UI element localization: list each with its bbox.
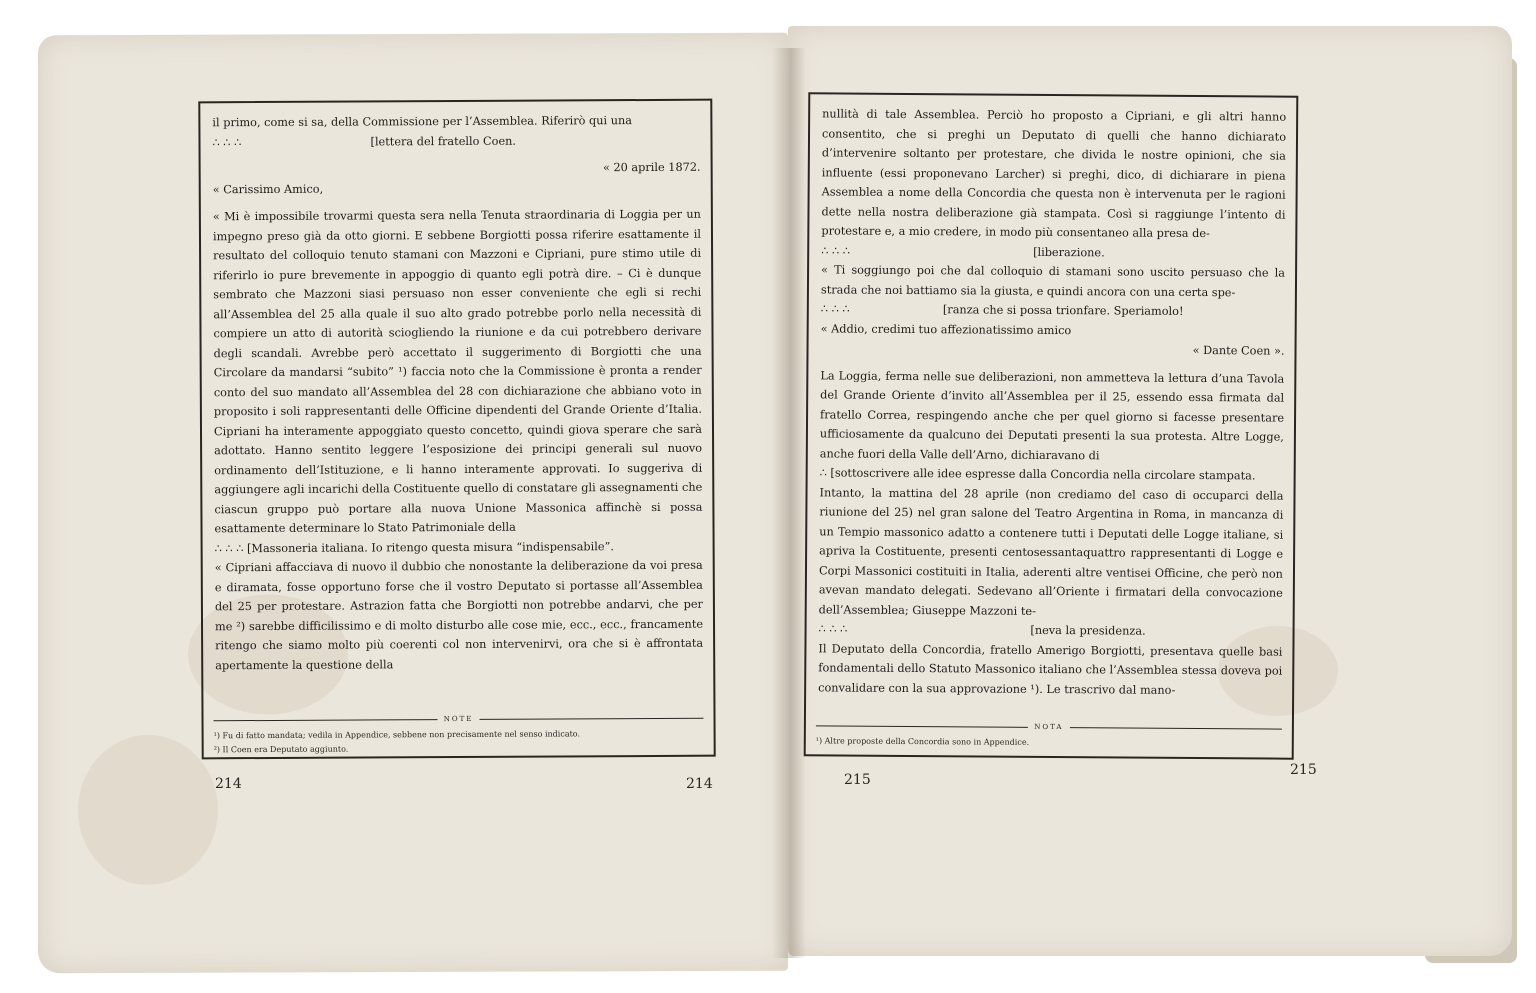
paper-stain bbox=[78, 735, 218, 885]
text-line: ∴ ∴ ∴ [neva la presidenza. bbox=[818, 622, 1146, 638]
notes-divider bbox=[816, 720, 1282, 733]
text-paragraph: « Mi è impossibile trovarmi questa sera nella Tenuta straordinaria di Loggia per un impegno preso già da otto giorni. E sebbene Borgiotti possa riferire esattamente il resultato del colloquio tenuto stamani con Mazzoni e Cipriani, pure stimo utile di riferirlo io pure brevemente in appoggio di quanto egli potrà dire. – Ci è dunque sembrato che Mazzoni siasi persuaso non esser conveniente che egli si rechi all’Assemblea del 25 alla quale il suo alto grado potrebbe porlo nella necessità di compiere un atto di autorità sciogliendo la riunione e da cui potrebbero derivare degli scandali. Avrebbe però accettato il suggerimento di Borgiotti che una Circolare da mandarsi “subito” ¹) faccia noto che la Commissione è pronta a render conto del suo mandato all’Assemblea del 28 con dichiarazione che abbiano voto in proposito i soli rappresentanti delle Officine dipendenti del Grande Oriente d’Italia. Cipriani ha interamente appoggiato questo concetto, quindi giova sperare che sarà adottato. Hanno sentito leggere l’esposizione dei principi generali sul nuovo ordinamento dell’Istituzione, e li hanno interamente approvati. Io suggeriva di aggiungere agli incarichi della Costituente quello di constatare gli assegnamenti che ciascun gruppo può portare alla nuova Unione Massonica affinchè si possa esattamente determinare lo Stato Patrimoniale della bbox=[212, 207, 703, 536]
letter-signature: « Dante Coen ». bbox=[1192, 343, 1285, 358]
footnote: ¹) Fu di fatto mandata; vedila in Appendice, sebbene non precisamente nel senso indicato. bbox=[213, 729, 581, 741]
text-paragraph: « Cipriani affacciava di nuovo il dubbio che nonostante la deliberazione da voi presa e diramata, fosse opportuno forse che il vostro Deputato si portasse all’Assemblea del 25 per protestare. Astrazion fatta che Borgiotti non potrebbe andarvi, che per me ²) sarebbe difficilissimo e di molto disturbo alle cose mie, ecc., ecc., francamente ritengo che siamo molto più coerenti col non intervenirvi, ora che si è affrontata apertamente la questione della bbox=[214, 558, 704, 672]
page-number: 214 bbox=[215, 776, 242, 792]
text-paragraph: Intanto, la mattina del 28 aprile (non crediamo del caso di occuparci della riunione del 25) nel gran salone del Teatro Argentina in Roma, in mancanza di un Tempio massonico adatto a contenere tutti i Deputati delle Logge italiane, si apriva la Costituente, presenti centosessantaquattro rappresentanti di Logge e Corpi Massonici costituiti in Italia, aderenti altre ventisei Officine, che però non avevan mandato delegati. Sedevano all’Oriente i firmatari della convocazione dell’Assemblea; Giuseppe Mazzoni te- bbox=[818, 485, 1284, 618]
left-page-text bbox=[212, 111, 703, 676]
notes-divider bbox=[213, 713, 703, 726]
letter-closing: « Addio, credimi tuo affezionatissimo amico bbox=[820, 321, 1072, 337]
text-line: il primo, come si sa, della Commissione per l’Assemblea. Riferirò qui una bbox=[212, 114, 633, 130]
footnote: ²) Il Coen era Deputato aggiunto. bbox=[213, 744, 349, 755]
text-paragraph: La Loggia, ferma nelle sue deliberazioni, non ammetteva la lettura d’una Tavola del Grande Oriente d’invito all’Assemblea per il 25, essendo essa firmata dal fratello Correa, respingendo anche che per quel giorno si facesse presentare ufficiosamente da qualcuno dei Deputati presenti la sua protesta. Altre Logge, anche fuori della Valle dell’Arno, dichiaravano di bbox=[819, 368, 1285, 462]
book-gutter bbox=[772, 48, 806, 958]
text-paragraph: Il Deputato della Concordia, fratello Amerigo Borgiotti, presentava quelle basi fondamentali dello Statuto Massonico italiano che l’Assemblea stessa doveva poi convalidare con la sua approvazione ¹). Le trascrivo dal mano- bbox=[818, 641, 1283, 697]
page-number: 215 bbox=[844, 772, 871, 788]
text-line: ∴ ∴ ∴ [Massoneria italiana. Io ritengo questa misura “indispensabile”. bbox=[214, 539, 614, 555]
text-paragraph: nullità di tale Assemblea. Perciò ho proposto a Cipriani, e gli altri hanno consentito, che si preghi un Deputato di quelli che hanno dichiarato d’intervenire soltanto per protestare, che divida le nostre opinioni, che sia influente (essi proponevano Larcher) si preghi, dico, di dichiarare in piena Assemblea a nome della Concordia che questa non è intervenuta per le ragioni dette nella nostra deliberazione già stampata. Così si raggiunge l’intento di protestare e, a mio credere, in modo più consentaneo alla presa de- bbox=[821, 107, 1287, 241]
letter-date: « 20 aprile 1872. bbox=[602, 160, 701, 175]
right-text-frame bbox=[804, 92, 1299, 759]
page-number: 215 bbox=[1290, 762, 1317, 778]
notes-label: NOTA bbox=[1034, 722, 1064, 732]
page-number: 214 bbox=[686, 776, 713, 792]
right-page-text bbox=[818, 104, 1286, 700]
text-line: ∴ [sottoscrivere alle idee espresse dalla Concordia nella circolare stampata. bbox=[819, 466, 1256, 483]
text-line: ∴ ∴ ∴ [lettera del fratello Coen. bbox=[212, 134, 517, 149]
text-line: ∴ ∴ ∴ [ranza che si possa trionfare. Speriamolo! bbox=[820, 302, 1184, 318]
letter-salutation: « Carissimo Amico, bbox=[212, 182, 324, 196]
footnote: ¹) Altre proposte della Concordia sono in Appendice. bbox=[815, 736, 1030, 747]
text-paragraph: « Ti soggiungo poi che dal colloquio di stamani sono uscito persuaso che la strada che noi battiamo sia la giusta, e quindi ancora con una certa spe- bbox=[820, 263, 1286, 299]
text-line: ∴ ∴ ∴ [liberazione. bbox=[821, 243, 1105, 259]
footnotes bbox=[214, 727, 704, 758]
notes-label: NOTE bbox=[443, 714, 474, 724]
footnotes bbox=[816, 734, 1282, 751]
left-text-frame bbox=[198, 99, 715, 760]
